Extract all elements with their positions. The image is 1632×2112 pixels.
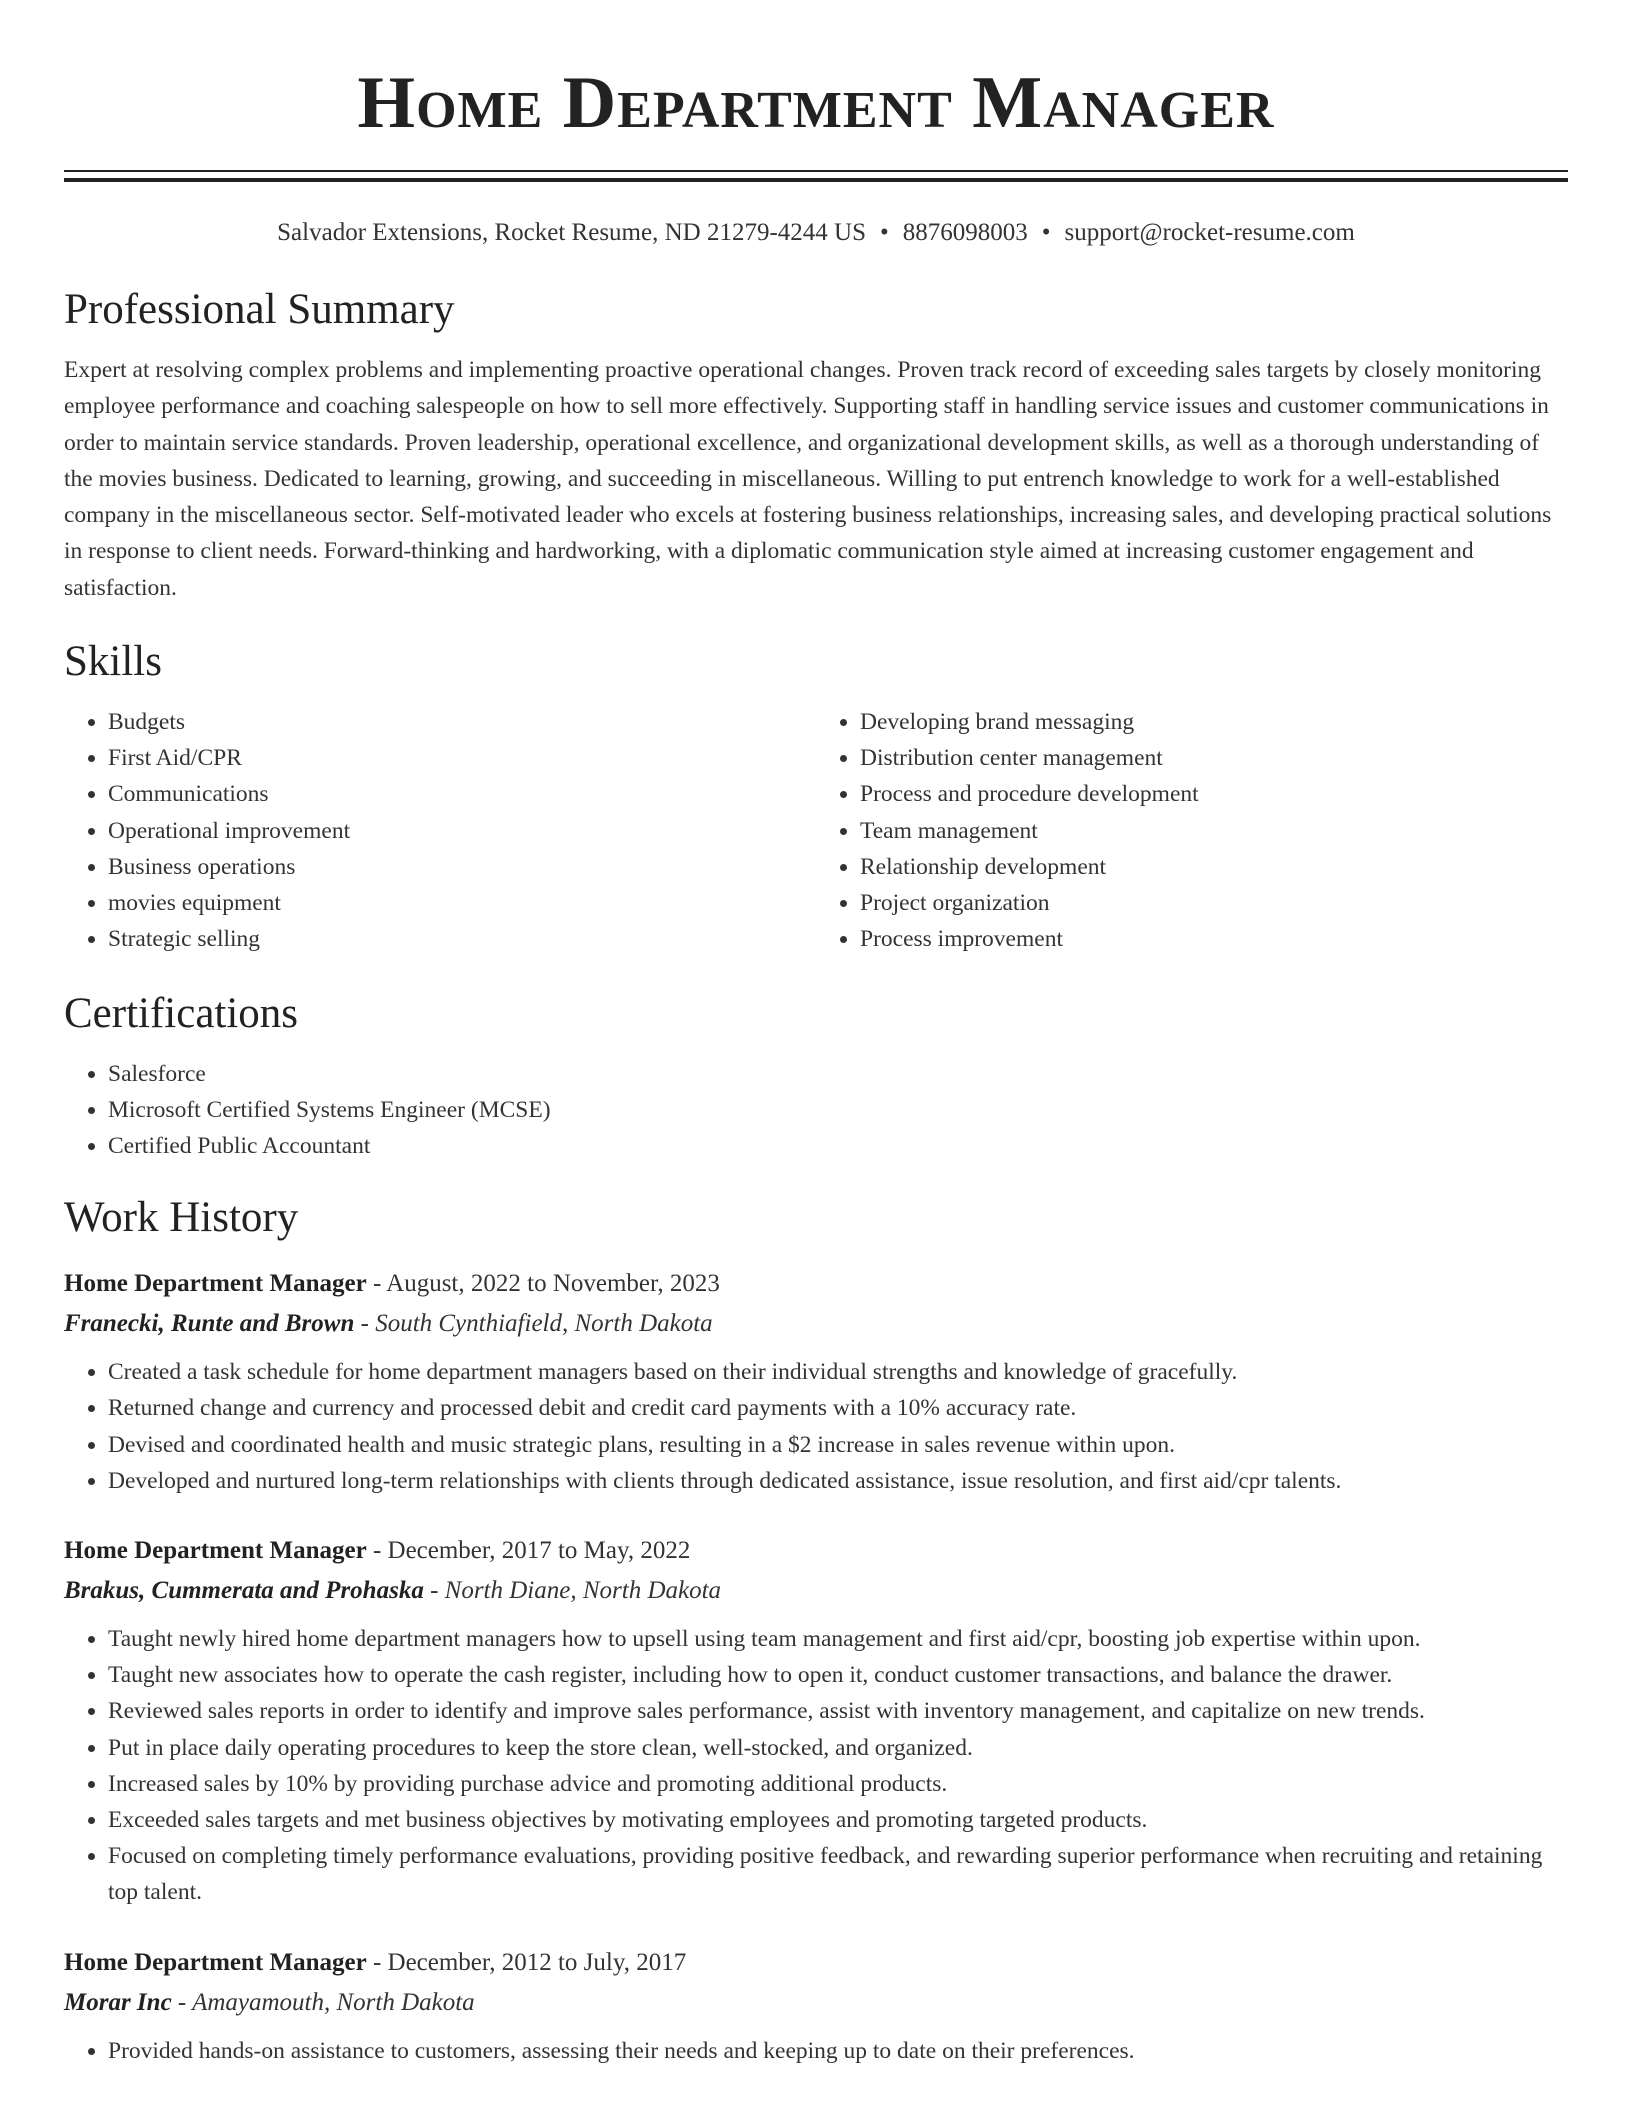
job-bullet: • Taught new associates how to operate the cash register, including how to open it, conduct customer transactions, and balance the drawer. bbox=[108, 1657, 1568, 1693]
certifications-section bbox=[64, 988, 1568, 1165]
skill-item: • Project organization bbox=[860, 885, 1568, 921]
job-company: Brakus, Cummerata and Prohaska bbox=[64, 1576, 424, 1604]
job-bullet: • Increased sales by 10% by providing purchase advice and promoting additional products. bbox=[108, 1766, 1568, 1802]
summary-section bbox=[64, 284, 1568, 606]
contact-email: support@rocket-resume.com bbox=[1064, 219, 1355, 246]
skills-list-left bbox=[64, 704, 816, 957]
job-company-line bbox=[64, 1983, 1568, 2023]
job-company-line bbox=[64, 1304, 1568, 1344]
work-history-heading: Work History bbox=[64, 1194, 299, 1242]
job-entry bbox=[64, 1943, 1568, 2069]
job-dates: December, 2012 to July, 2017 bbox=[387, 1948, 687, 1976]
job-title-line bbox=[64, 1943, 1568, 1983]
job-location: North Diane, North Dakota bbox=[444, 1576, 722, 1604]
job-title: Home Department Manager bbox=[64, 1536, 367, 1564]
job-bullet: • Focused on completing timely performance evaluations, providing positive feedback, and rewarding superior performance when recruiting and retaining top talent. bbox=[108, 1838, 1568, 1910]
job-dash: - bbox=[372, 1536, 382, 1564]
job-bullet: • Devised and coordinated health and music strategic plans, resulting in a $2 increase in sales revenue within upon. bbox=[108, 1427, 1568, 1463]
job-dates: August, 2022 to November, 2023 bbox=[386, 1270, 720, 1298]
skills-heading: Skills bbox=[64, 638, 162, 686]
job-bullets bbox=[64, 2033, 1568, 2069]
work-history-section bbox=[64, 1192, 1568, 2069]
skill-item: • movies equipment bbox=[108, 885, 816, 921]
job-dash: - bbox=[177, 1988, 187, 2016]
job-dash: - bbox=[360, 1310, 369, 1338]
job-dash: - bbox=[430, 1576, 439, 1604]
skill-item: • Team management bbox=[860, 813, 1568, 849]
job-company-line bbox=[64, 1571, 1568, 1611]
skills-list-right bbox=[816, 704, 1568, 957]
job-title-line bbox=[64, 1531, 1568, 1571]
header-divider bbox=[64, 170, 1568, 182]
summary-text: Expert at resolving complex problems and implementing proactive operational changes. Proven track record of exceeding sales targets by closely monitoring employee performance and coaching salespeople on how to sell more effectively. Supporting staff in handling service issues and customer communications in order to maintain service standards. Proven leadership, operational excellence, and organizational development skills, as well as a thorough understanding of the movies business. Dedicated to learning, growing, and succeeding in miscellaneous. Willing to put entrench knowledge to work for a well-established company in the miscellaneous sector. Self-motivated leader who excels at fostering business relationships, increasing sales, and developing practical solutions in response to client needs. Forward-thinking and hardworking, with a diplomatic communication style aimed at increasing customer engagement and satisfaction. bbox=[64, 357, 1552, 601]
skill-item: • Budgets bbox=[108, 704, 816, 740]
job-title: Home Department Manager bbox=[64, 1270, 367, 1298]
contact-line bbox=[64, 216, 1568, 250]
skill-item: • Operational improvement bbox=[108, 813, 816, 849]
job-bullet: • Put in place daily operating procedures to keep the store clean, well-stocked, and organized. bbox=[108, 1730, 1568, 1766]
contact-address: Salvador Extensions, Rocket Resume, ND 21279-4244 US bbox=[277, 219, 866, 246]
job-dash: - bbox=[372, 1948, 382, 1976]
certifications-heading: Certifications bbox=[64, 989, 299, 1037]
job-bullet: • Created a task schedule for home department managers based on their individual strengths and knowledge of gracefully. bbox=[108, 1354, 1568, 1390]
job-entry bbox=[64, 1531, 1568, 1911]
skill-item: • Communications bbox=[108, 776, 816, 812]
certification-item: • Salesforce bbox=[108, 1056, 1568, 1092]
skill-item: • Developing brand messaging bbox=[860, 704, 1568, 740]
skill-item: • Strategic selling bbox=[108, 921, 816, 957]
skill-item: • Process and procedure development bbox=[860, 776, 1568, 812]
skills-section bbox=[64, 636, 1568, 957]
job-company: Franecki, Runte and Brown bbox=[64, 1310, 355, 1338]
job-bullet: • Exceeded sales targets and met business objectives by motivating employees and promoting targeted products. bbox=[108, 1802, 1568, 1838]
job-bullets bbox=[64, 1354, 1568, 1499]
job-bullets bbox=[64, 1621, 1568, 1911]
skill-item: • Relationship development bbox=[860, 849, 1568, 885]
contact-separator: • bbox=[1041, 219, 1051, 246]
skill-item: • Business operations bbox=[108, 849, 816, 885]
job-location: South Cynthiafield, North Dakota bbox=[375, 1310, 713, 1338]
job-title: Home Department Manager bbox=[64, 1948, 367, 1976]
job-dates: December, 2017 to May, 2022 bbox=[387, 1536, 691, 1564]
certifications-list bbox=[64, 1056, 1568, 1165]
job-location: Amayamouth, North Dakota bbox=[192, 1988, 475, 2016]
skill-item: • Distribution center management bbox=[860, 740, 1568, 776]
contact-phone: 8876098003 bbox=[902, 219, 1028, 246]
job-bullet: • Returned change and currency and processed debit and credit card payments with a 10% accuracy rate. bbox=[108, 1390, 1568, 1426]
summary-heading: Professional Summary bbox=[64, 286, 455, 333]
contact-separator: • bbox=[880, 219, 889, 246]
job-dash: - bbox=[372, 1270, 382, 1298]
job-bullet: • Taught newly hired home department managers how to upsell using team management and first aid/cpr, boosting job expertise within upon. bbox=[108, 1621, 1568, 1657]
skill-item: • First Aid/CPR bbox=[108, 740, 816, 776]
certification-item: • Certified Public Accountant bbox=[108, 1128, 1568, 1164]
job-bullet: • Developed and nurtured long-term relationships with clients through dedicated assistance, issue resolution, and first aid/cpr talents. bbox=[108, 1463, 1568, 1499]
resume-name: Home Department Manager bbox=[357, 62, 1275, 144]
job-bullet: • Provided hands-on assistance to customers, assessing their needs and keeping up to date on their preferences. bbox=[108, 2033, 1568, 2069]
job-entry bbox=[64, 1264, 1568, 1499]
skills-columns bbox=[64, 704, 1568, 957]
certification-item: • Microsoft Certified Systems Engineer (MCSE) bbox=[108, 1092, 1568, 1128]
job-title-line bbox=[64, 1264, 1568, 1304]
job-bullet: • Reviewed sales reports in order to identify and improve sales performance, assist with inventory management, and capitalize on new trends. bbox=[108, 1693, 1568, 1729]
skill-item: • Process improvement bbox=[860, 921, 1568, 957]
job-company: Morar Inc bbox=[64, 1988, 172, 2016]
